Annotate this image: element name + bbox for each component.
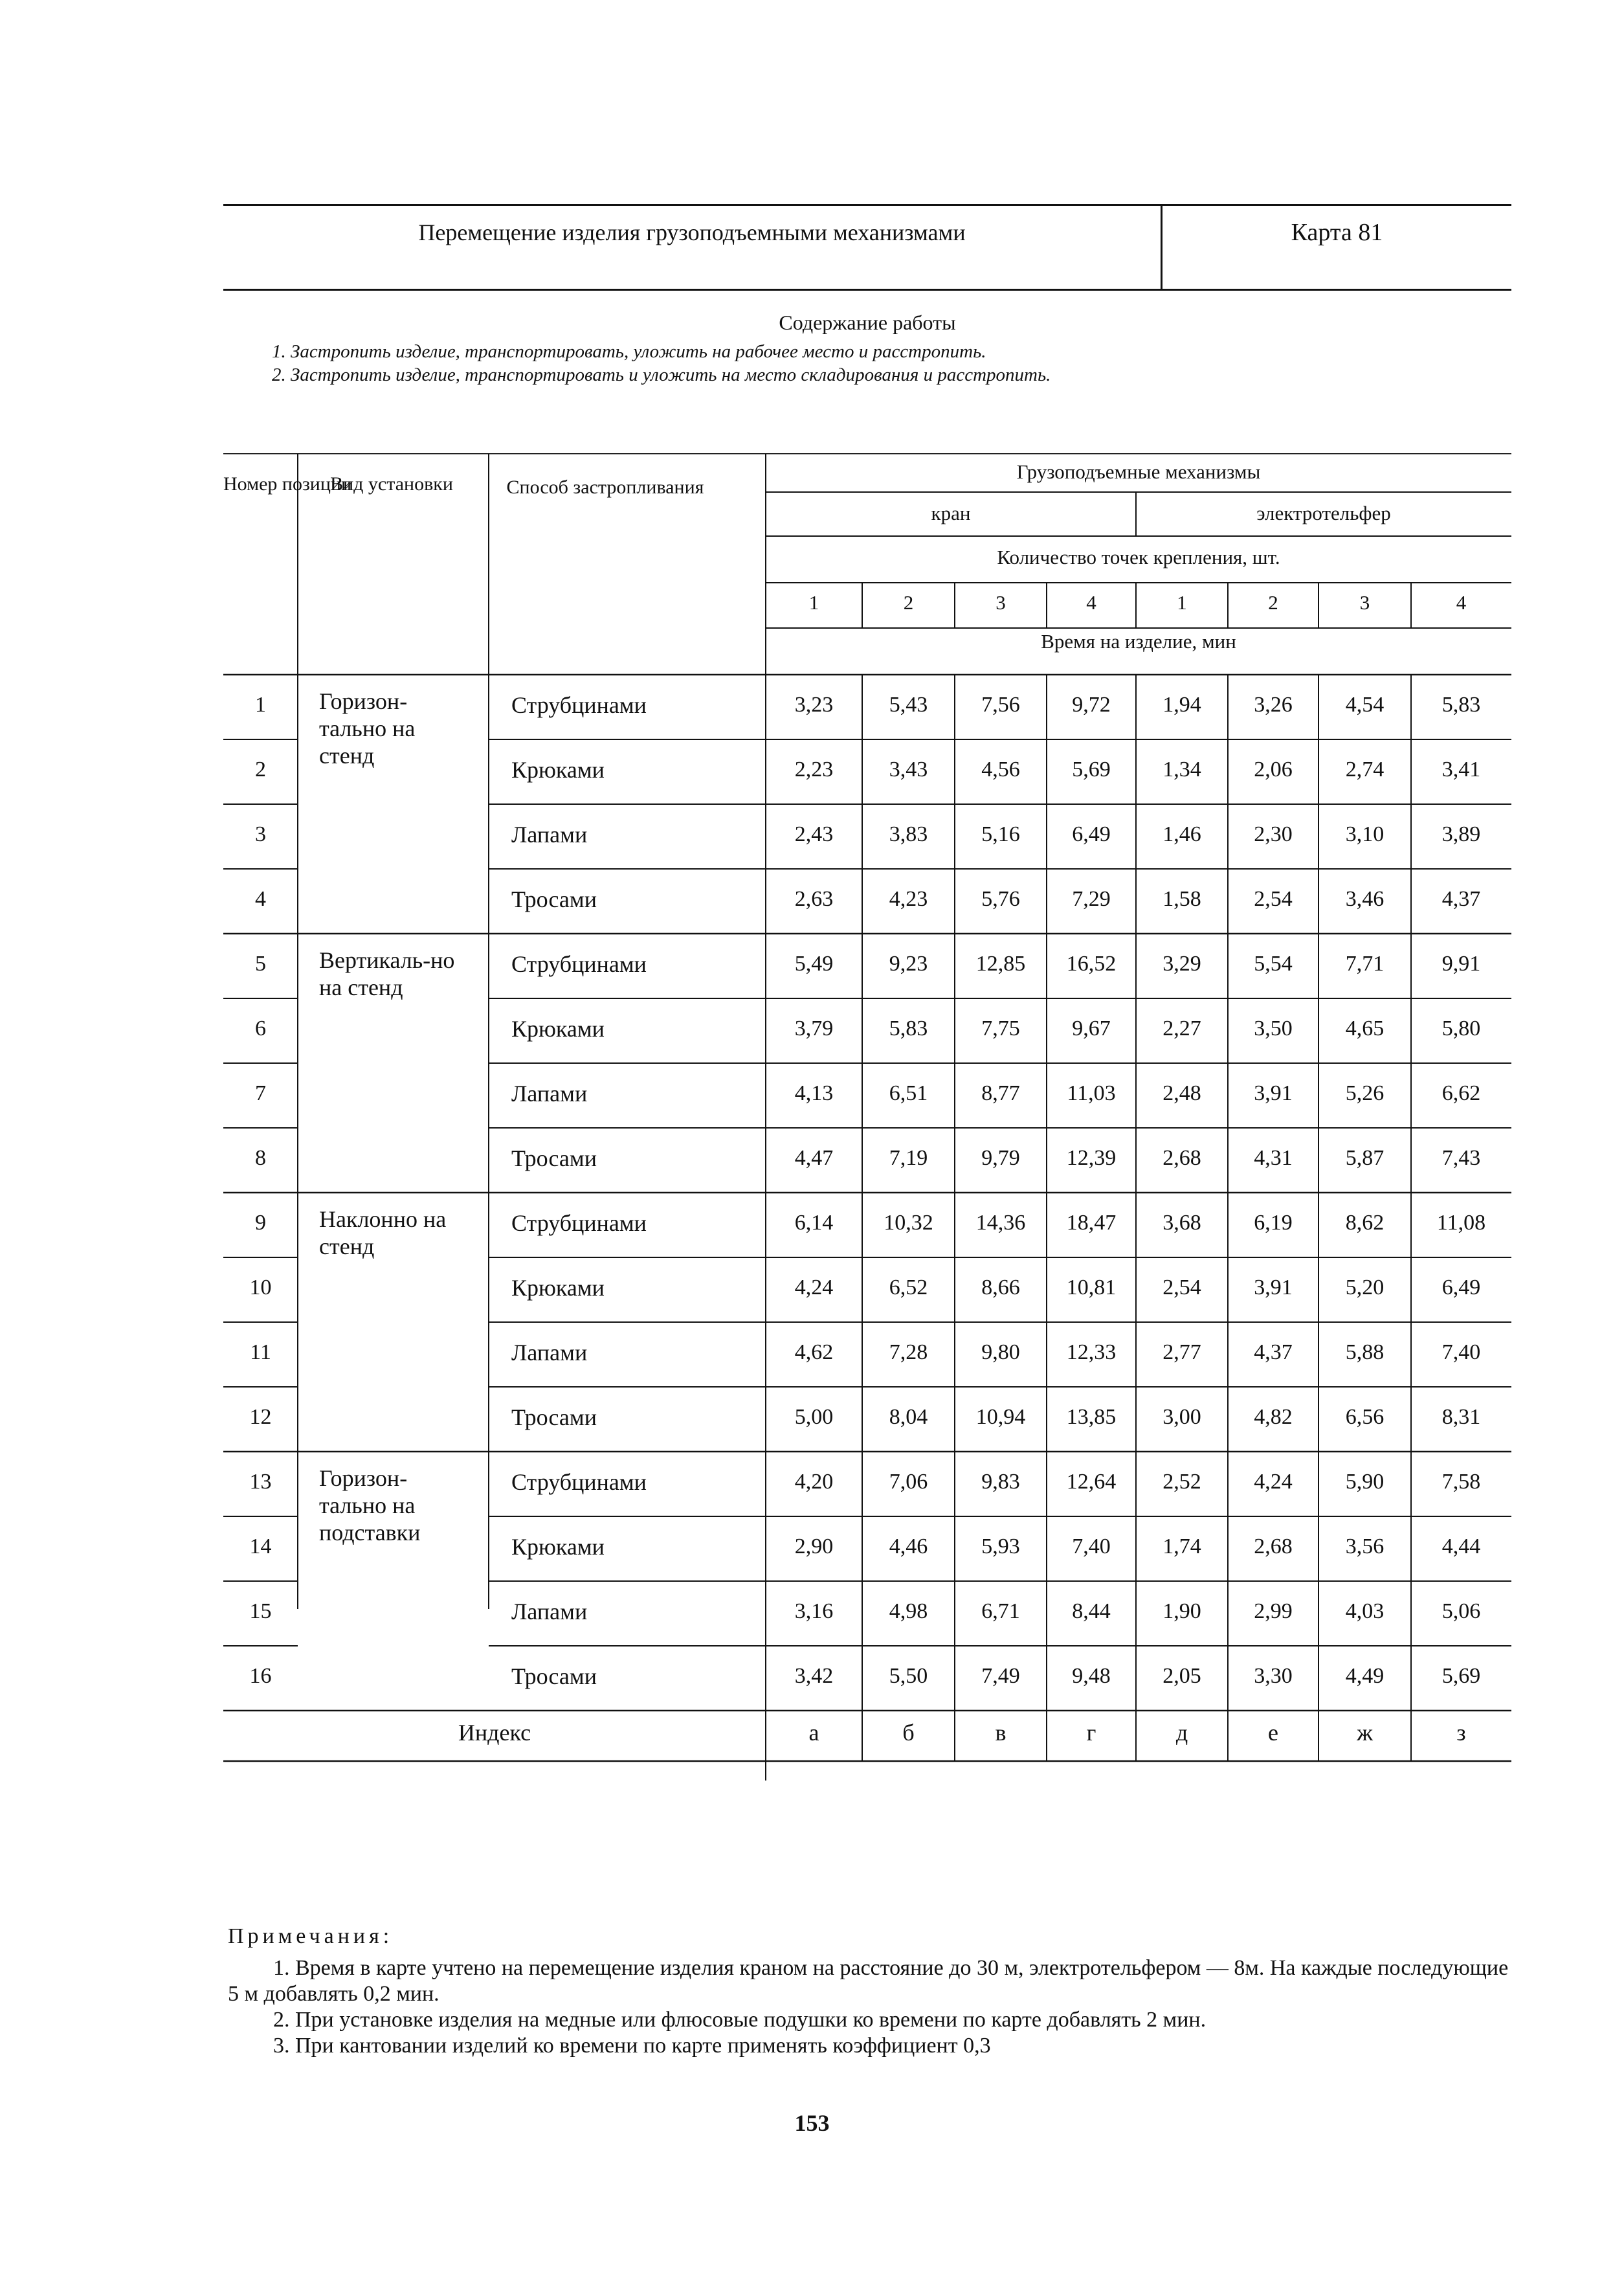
time-value: 3,16	[794, 1599, 834, 1623]
index-cell: д	[1175, 1720, 1188, 1746]
time-value: 2,74	[1345, 758, 1385, 781]
time-value: 4,24	[1254, 1470, 1293, 1494]
time-value: 2,54	[1254, 887, 1293, 911]
time-value: 3,68	[1162, 1211, 1201, 1235]
time-value: 9,48	[1072, 1664, 1111, 1688]
time-value: 7,29	[1072, 887, 1111, 911]
card-title: Перемещение изделия грузоподъемными механизмами	[418, 219, 966, 245]
time-value: 8,31	[1441, 1405, 1481, 1429]
position-number: 9	[255, 1211, 266, 1235]
time-value: 4,37	[1254, 1340, 1293, 1364]
time-value: 16,52	[1066, 952, 1117, 976]
time-value: 1,34	[1162, 758, 1201, 781]
time-value: 4,65	[1345, 1017, 1385, 1040]
time-value: 5,20	[1345, 1275, 1385, 1299]
time-value: 1,58	[1162, 887, 1201, 911]
col-header-position: Номер позиции	[223, 473, 352, 495]
time-value: 6,51	[889, 1081, 928, 1105]
slinging-method: Струбцинами	[511, 1469, 647, 1495]
time-value: 13,85	[1066, 1405, 1117, 1429]
time-value: 2,48	[1162, 1081, 1201, 1105]
slinging-method: Лапами	[511, 1340, 588, 1365]
time-value: 5,54	[1254, 952, 1293, 976]
time-value: 3,43	[889, 758, 928, 781]
time-value: 4,98	[889, 1599, 928, 1623]
time-value: 3,23	[794, 693, 834, 717]
time-value: 3,91	[1254, 1081, 1293, 1105]
position-number: 16	[249, 1664, 272, 1688]
time-value: 4,47	[794, 1146, 834, 1170]
position-number: 2	[255, 758, 266, 781]
time-value: 2,54	[1162, 1275, 1201, 1299]
time-value: 4,54	[1345, 693, 1385, 717]
slinging-method: Крюками	[511, 1275, 605, 1301]
time-value: 6,49	[1072, 822, 1111, 846]
time-value: 5,87	[1345, 1146, 1385, 1170]
time-value: 4,44	[1441, 1534, 1481, 1558]
time-value: 11,08	[1436, 1211, 1486, 1235]
time-value: 12,64	[1066, 1470, 1117, 1494]
time-value: 3,00	[1162, 1405, 1201, 1429]
time-value: 1,90	[1162, 1599, 1201, 1623]
position-number: 4	[255, 887, 266, 911]
group-header-mechanisms: Грузоподъемные механизмы	[1016, 460, 1261, 483]
time-value: 14,36	[975, 1211, 1026, 1235]
time-value: 18,47	[1066, 1211, 1117, 1235]
work-content-title: Содержание работы	[779, 311, 956, 334]
time-value: 12,85	[975, 952, 1026, 976]
time-value: 12,39	[1066, 1146, 1117, 1170]
time-value: 3,83	[889, 822, 928, 846]
position-number: 8	[255, 1146, 266, 1170]
time-value: 4,23	[889, 887, 928, 911]
time-value: 4,13	[794, 1081, 834, 1105]
installation-type: Наклонно на стенд	[319, 1206, 447, 1259]
position-number: 10	[249, 1275, 272, 1299]
time-value: 6,19	[1254, 1211, 1293, 1235]
time-value: 7,40	[1072, 1534, 1111, 1558]
time-value: 3,42	[794, 1664, 834, 1688]
position-number: 14	[249, 1534, 272, 1558]
col-header-installation: Вид установки	[330, 473, 453, 495]
position-number: 6	[255, 1017, 266, 1040]
index-cell: з	[1456, 1720, 1466, 1746]
points-cell: 4	[1086, 591, 1096, 614]
time-value: 9,23	[889, 952, 928, 976]
time-value: 4,62	[794, 1340, 834, 1364]
time-value: 6,56	[1345, 1405, 1385, 1429]
slinging-method: Лапами	[511, 1081, 588, 1107]
col-header-method: Способ застропливания	[506, 477, 704, 498]
time-value: 3,29	[1162, 952, 1201, 976]
time-value: 2,43	[794, 822, 834, 846]
time-value: 4,49	[1345, 1664, 1385, 1688]
slinging-method: Тросами	[511, 1404, 597, 1430]
slinging-method: Лапами	[511, 1599, 588, 1624]
installation-type: Горизон-тально на стенд	[319, 688, 416, 769]
time-value: 6,52	[889, 1275, 928, 1299]
position-number: 1	[255, 693, 266, 717]
time-value: 4,31	[1254, 1146, 1293, 1170]
time-value: 5,76	[981, 887, 1020, 911]
time-value: 6,71	[981, 1599, 1020, 1623]
points-cell: 1	[1177, 591, 1187, 614]
time-value: 3,26	[1254, 693, 1293, 717]
slinging-method: Тросами	[511, 886, 597, 912]
time-value: 5,26	[1345, 1081, 1385, 1105]
time-value: 3,46	[1345, 887, 1385, 911]
time-value: 5,83	[889, 1017, 928, 1040]
time-value: 7,71	[1345, 952, 1385, 976]
time-value: 7,58	[1441, 1470, 1481, 1494]
time-value: 9,80	[981, 1340, 1020, 1364]
time-value: 3,10	[1345, 822, 1385, 846]
time-value: 2,68	[1254, 1534, 1293, 1558]
position-number: 5	[255, 952, 266, 976]
index-cell: г	[1086, 1720, 1096, 1746]
time-value: 2,23	[794, 758, 834, 781]
time-value: 10,81	[1066, 1275, 1117, 1299]
time-value: 5,88	[1345, 1340, 1385, 1364]
time-value: 10,94	[975, 1405, 1026, 1429]
time-value: 2,90	[794, 1534, 834, 1558]
time-value: 5,69	[1441, 1664, 1481, 1688]
time-value: 8,62	[1345, 1211, 1385, 1235]
index-cell: е	[1268, 1720, 1278, 1746]
time-value: 8,77	[981, 1081, 1020, 1105]
time-value: 8,66	[981, 1275, 1020, 1299]
time-value: 12,33	[1066, 1340, 1117, 1364]
time-value: 9,91	[1441, 952, 1481, 976]
slinging-method: Струбцинами	[511, 951, 647, 977]
index-cell: ж	[1357, 1720, 1373, 1746]
time-value: 3,79	[794, 1017, 834, 1040]
time-value: 6,14	[794, 1211, 834, 1235]
time-value: 7,40	[1441, 1340, 1481, 1364]
time-norms-table	[223, 453, 1516, 1781]
time-value: 8,04	[889, 1405, 928, 1429]
header-hoist: электротельфер	[1256, 502, 1391, 524]
time-value: 7,43	[1441, 1146, 1481, 1170]
points-cell: 1	[808, 591, 819, 614]
time-value: 2,05	[1162, 1664, 1201, 1688]
position-number: 11	[250, 1340, 271, 1364]
time-value: 4,82	[1254, 1405, 1293, 1429]
time-value: 5,93	[981, 1534, 1020, 1558]
time-value: 5,00	[794, 1405, 834, 1429]
time-value: 1,74	[1162, 1534, 1201, 1558]
time-value: 2,52	[1162, 1470, 1201, 1494]
header-time-per-item: Время на изделие, мин	[1041, 630, 1236, 653]
time-value: 9,83	[981, 1470, 1020, 1494]
time-value: 5,69	[1072, 758, 1111, 781]
time-value: 9,79	[981, 1146, 1020, 1170]
time-value: 3,56	[1345, 1534, 1385, 1558]
time-value: 5,16	[981, 822, 1020, 846]
time-value: 2,06	[1254, 758, 1293, 781]
time-value: 7,06	[889, 1470, 928, 1494]
position-number: 13	[249, 1470, 272, 1494]
time-value: 8,44	[1072, 1599, 1111, 1623]
time-value: 4,37	[1441, 887, 1481, 911]
time-value: 5,50	[889, 1664, 928, 1688]
installation-type: Вертикаль-но на стенд	[319, 947, 455, 1000]
time-value: 9,72	[1072, 693, 1111, 717]
time-value: 3,91	[1254, 1275, 1293, 1299]
index-label: Индекс	[458, 1720, 531, 1746]
page-number: 153	[794, 2110, 830, 2136]
note-1: 1. Время в карте учтено на перемещение изделия краном на расстояние до 30 м, электротельфером — 8м. На каждые последующие 5 м добавлять 0,2 мин.	[228, 1956, 1509, 2006]
time-value: 2,68	[1162, 1146, 1201, 1170]
note-3: 3. При кантовании изделий ко времени по карте применять коэффициент 0,3	[273, 2034, 991, 2058]
time-value: 3,30	[1254, 1664, 1293, 1688]
installation-type: Горизон-тально на подставки	[319, 1465, 421, 1545]
slinging-method: Крюками	[511, 1534, 605, 1560]
index-cell: б	[902, 1720, 915, 1746]
time-value: 6,62	[1441, 1081, 1481, 1105]
position-number: 3	[255, 822, 266, 846]
time-value: 2,99	[1254, 1599, 1293, 1623]
time-value: 7,56	[981, 693, 1020, 717]
slinging-method: Тросами	[511, 1663, 597, 1689]
header-crane: кран	[931, 502, 971, 524]
time-value: 11,03	[1067, 1081, 1116, 1105]
slinging-method: Струбцинами	[511, 692, 647, 718]
slinging-method: Струбцинами	[511, 1210, 647, 1236]
note-2: 2. При установке изделия на медные или флюсовые подушки ко времени по карте добавлять 2 мин.	[273, 2008, 1207, 2032]
time-value: 2,77	[1162, 1340, 1201, 1364]
time-value: 4,24	[794, 1275, 834, 1299]
slinging-method: Крюками	[511, 757, 605, 783]
time-value: 3,50	[1254, 1017, 1293, 1040]
time-value: 7,28	[889, 1340, 928, 1364]
time-value: 5,43	[889, 693, 928, 717]
position-number: 12	[249, 1405, 272, 1429]
points-cell: 2	[903, 591, 914, 614]
time-value: 2,63	[794, 887, 834, 911]
time-value: 2,27	[1162, 1017, 1201, 1040]
time-value: 5,90	[1345, 1470, 1385, 1494]
points-cell: 3	[1359, 591, 1370, 614]
time-value: 4,46	[889, 1534, 928, 1558]
time-value: 6,49	[1441, 1275, 1481, 1299]
time-value: 5,80	[1441, 1017, 1481, 1040]
time-value: 9,67	[1072, 1017, 1111, 1040]
points-cell: 3	[996, 591, 1006, 614]
time-value: 1,94	[1162, 693, 1201, 717]
time-value: 5,83	[1441, 693, 1481, 717]
index-cell: в	[995, 1720, 1007, 1746]
time-value: 7,75	[981, 1017, 1020, 1040]
work-content-item-2: 2. Застропить изделие, транспортировать и уложить на место складирования и расстропить.	[272, 365, 1051, 385]
slinging-method: Крюками	[511, 1016, 605, 1042]
time-value: 7,49	[981, 1664, 1020, 1688]
position-number: 15	[249, 1599, 272, 1623]
time-value: 2,30	[1254, 822, 1293, 846]
time-value: 7,19	[889, 1146, 928, 1170]
time-value: 1,46	[1162, 822, 1201, 846]
notes-title: Примечания:	[228, 1924, 394, 1948]
work-content-item-1: 1. Застропить изделие, транспортировать, уложить на рабочее место и расстропить.	[272, 341, 986, 362]
points-cell: 4	[1456, 591, 1467, 614]
time-value: 5,06	[1441, 1599, 1481, 1623]
slinging-method: Тросами	[511, 1145, 597, 1171]
header-points-count: Количество точек крепления, шт.	[997, 546, 1280, 568]
points-cell: 2	[1268, 591, 1278, 614]
slinging-method: Лапами	[511, 822, 588, 848]
position-number: 7	[255, 1081, 266, 1105]
index-cell: а	[808, 1720, 819, 1746]
time-value: 10,32	[884, 1211, 933, 1235]
time-value: 3,89	[1441, 822, 1481, 846]
time-value: 3,41	[1441, 758, 1481, 781]
time-value: 4,56	[981, 758, 1020, 781]
time-value: 4,03	[1345, 1599, 1385, 1623]
card-header	[223, 204, 1511, 291]
time-value: 4,20	[794, 1470, 834, 1494]
time-value: 5,49	[794, 952, 834, 976]
card-number: Карта 81	[1291, 219, 1383, 246]
